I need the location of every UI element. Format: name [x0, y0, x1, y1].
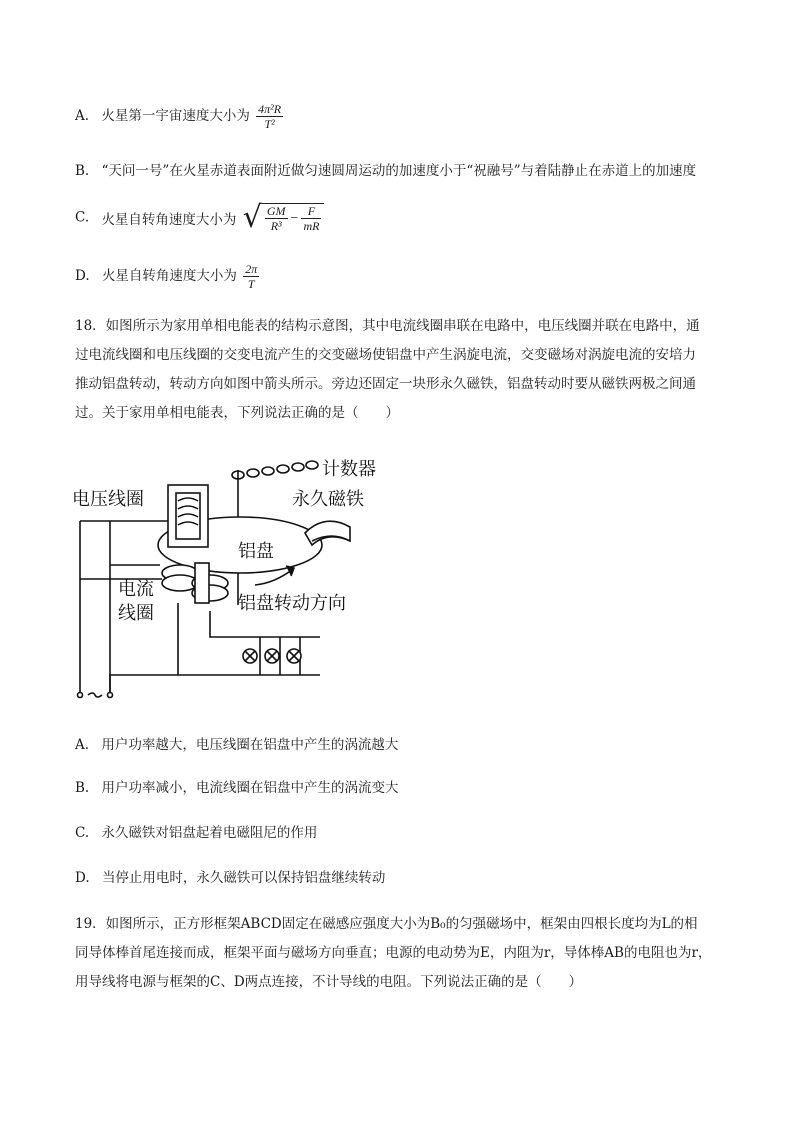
q17-option-c-text: 火星自转角速度大小为 — [101, 212, 237, 228]
q17-option-b-text: “天问一号”在火星赤道表面附近做匀速圆周运动的加速度小于“祝融号”与着陆静止在赤道上的加速度 — [101, 163, 697, 179]
fraction-denominator: T — [247, 277, 255, 291]
current-coil-label-2: 线圈 — [118, 603, 154, 624]
fraction-numerator: 2π — [245, 262, 258, 276]
voltage-coil-label: 电压线圈 — [72, 489, 144, 510]
q17-option-b-label: B. — [75, 163, 90, 179]
minus-sign: − — [290, 210, 299, 226]
q18-stem-line-1: 18．如图所示为家用单相电能表的结构示意图，其中电流线圈串联在电路中，电压线圈并联在电路中，通 — [75, 318, 700, 334]
counter-label: 计数器 — [322, 459, 376, 480]
q18-stem-line-3: 推动铝盘转动，转动方向如图中箭头所示。旁边还固定一块形永久磁铁，铝盘转动时要从磁铁两极之间通 — [75, 376, 696, 392]
q19-stem — [75, 910, 725, 997]
q18-option-c-text: 永久磁铁对铝盘起着电磁阻尼的作用 — [101, 825, 318, 841]
q18-option-b — [75, 776, 399, 796]
disk-label: 铝盘 — [238, 541, 274, 562]
voltage-coil-core — [168, 485, 208, 547]
q17-option-d-text: 火星自转角速度大小为 — [101, 268, 237, 284]
q18-option-a-text: 用户功率越大，电压线圈在铝盘中产生的涡流越大 — [101, 737, 399, 753]
q17-option-a-text: 火星第一宇宙速度大小为 — [101, 108, 250, 124]
q19-stem-line-2: 同导体棒首尾连接而成，框架平面与磁场方向垂直；电源的电动势为E，内阻为r，导体棒AB的电阻也为r， — [75, 945, 712, 961]
q18-option-b-text: 用户功率减小，电流线圈在铝盘中产生的涡流变大 — [101, 780, 399, 796]
q17-option-c — [75, 200, 324, 235]
q18-option-c — [75, 821, 317, 841]
rotation-direction-label: 铝盘转动方向 — [238, 593, 346, 614]
electric-meter-diagram — [60, 455, 380, 705]
permanent-magnet-label: 永久磁铁 — [292, 489, 364, 510]
q18-stem-line-2: 过电流线圈和电压线圈的交变电流产生的交变磁场使铝盘中产生涡旋电流，交变磁场对涡旋电流的安培力 — [75, 347, 696, 363]
permanent-magnet — [305, 521, 350, 545]
q17-option-c-label: C. — [75, 209, 90, 226]
q19-stem-line-1: 19．如图所示，正方形框架ABCD固定在磁感应强度大小为B₀的匀强磁场中，框架由四根长度均为L的相 — [75, 916, 698, 932]
q18-stem — [75, 312, 725, 428]
q17-option-d-label: D. — [75, 268, 90, 284]
q17-option-a — [75, 102, 283, 131]
q19-stem-line-3: 用导线将电源与框架的C、D两点连接，不计导线的电阻。下列说法正确的是（ ） — [75, 974, 583, 990]
q18-option-a — [75, 733, 398, 753]
fraction-1 — [265, 204, 288, 233]
q18-option-b-label: B. — [75, 780, 90, 796]
q17-option-b — [75, 159, 696, 179]
q18-option-d-text: 当停止用电时，永久磁铁可以保持铝盘继续转动 — [101, 870, 386, 886]
q17-option-a-fraction — [256, 102, 283, 131]
q18-option-a-label: A. — [75, 737, 90, 753]
ac-terminal — [78, 693, 83, 698]
q18-option-d — [75, 866, 385, 886]
fraction-numerator: 4π²R — [258, 102, 282, 116]
q18-option-c-label: C. — [75, 825, 90, 841]
current-coil-label-1: 电流 — [118, 579, 154, 600]
q18-stem-line-4: 过。关于家用单相电能表，下列说法正确的是（ ） — [75, 405, 399, 421]
q18-option-d-label: D. — [75, 870, 90, 886]
fraction-denominator: T² — [264, 117, 275, 131]
fraction-denominator: R³ — [270, 219, 282, 233]
q17-option-d-fraction — [243, 262, 259, 291]
fraction-2 — [301, 204, 321, 233]
fraction-denominator: mR — [303, 219, 320, 233]
q17-option-c-sqrt — [242, 200, 325, 235]
q17-option-a-label: A. — [75, 108, 90, 124]
sqrt-sign: √ — [242, 200, 262, 235]
fraction-numerator: GM — [266, 204, 286, 218]
q17-option-d — [75, 262, 259, 291]
fraction-numerator: F — [301, 204, 321, 219]
